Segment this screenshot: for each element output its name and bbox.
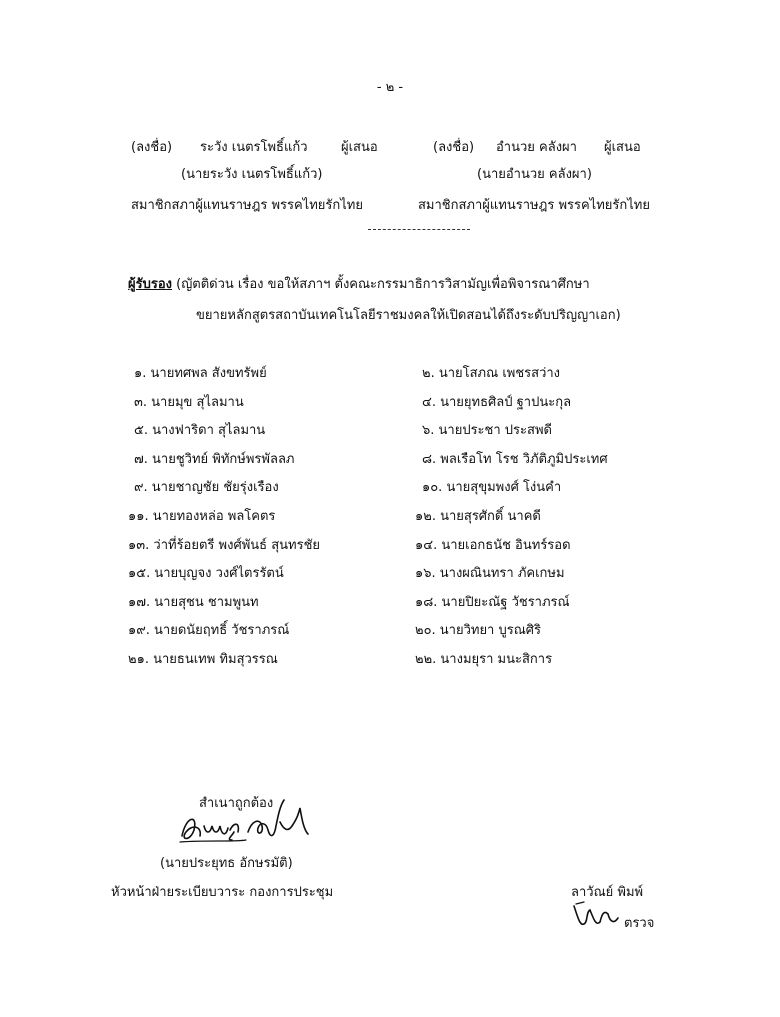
endorser-name: ๖. นายประชา ประสพดี	[422, 423, 552, 438]
endorser-name: ๑๗. นายสุชน ชามพูนท	[128, 595, 259, 610]
endorsers-subject-line2: ขยายหลักสูตรสถาบันเทคโนโลยีราชมงคลให้เปิดสอนได้ถึงระดับปริญญาเอก)	[196, 308, 621, 323]
endorser-name: ๗. นายชูวิทย์ พิทักษ์พรพัลลภ	[134, 452, 295, 467]
right-sign-prefix: (ลงชื่อ)	[433, 140, 475, 155]
endorsers-label: ผู้รับรอง	[128, 277, 172, 292]
left-position: สมาชิกสภาผู้แทนราษฎร พรรคไทยรักไทย	[131, 198, 363, 213]
right-full-name: (นายอำนวย คลังผา)	[477, 167, 592, 182]
endorser-name: ๑๘. นายปิยะณัฐ วัชราภรณ์	[415, 595, 570, 610]
endorser-name: ๔. นายยุทธศิลป์ ฐาปนะกุล	[422, 395, 572, 410]
certifier-title: หัวหน้าฝ่ายระเบียบวาระ กองการประชุม	[111, 885, 334, 900]
endorser-name: ๘. พลเรือโท โรช วิภัติภูมิประเทศ	[422, 452, 608, 467]
endorser-name: ๑๒. นายสุรศักดิ์ นาคดี	[415, 509, 541, 524]
endorser-name: ๒๒. นางมยุรา มนะสิการ	[415, 652, 553, 667]
checker-initials	[570, 900, 622, 930]
endorsers-heading	[128, 273, 590, 294]
page-number: - ๒ -	[376, 80, 404, 95]
left-sign-name: ระวัง เนตรโพธิ์แก้ว	[200, 140, 308, 155]
endorser-name: ๕. นางฟาริดา สุไลมาน	[134, 423, 266, 438]
typist-label: ลาวัณย์ พิมพ์	[571, 885, 644, 900]
left-full-name: (นายระวัง เนตรโพธิ์แก้ว)	[181, 167, 323, 182]
right-sign-role: ผู้เสนอ	[604, 140, 641, 155]
certifier-name: (นายประยุทธ อักษรมัติ)	[160, 856, 293, 871]
endorser-name: ๑๕. นายบุญจง วงศ์ไตรรัตน์	[128, 566, 284, 581]
endorser-name: ๑๓. ว่าที่ร้อยตรี พงศ์พันธ์ สุนทรชัย	[128, 538, 321, 553]
left-sign-role: ผู้เสนอ	[341, 140, 378, 155]
endorser-name: ๑๖. นางผณินทรา ภัคเกษม	[415, 566, 565, 581]
endorsers-subject-line1: (ญัตติด่วน เรื่อง ขอให้สภาฯ ตั้งคณะกรรมาธิการวิสามัญเพื่อพิจารณาศึกษา	[176, 277, 590, 292]
handwritten-signature	[176, 796, 316, 852]
endorser-name: ๑๔. นายเอกธนัช อินทร์รอด	[415, 538, 571, 553]
section-divider	[368, 229, 470, 230]
endorser-name: ๒๑. นายธนเทพ ทิมสุวรรณ	[128, 652, 278, 667]
certified-copy-label: สำเนาถูกต้อง	[199, 796, 274, 811]
endorser-name: ๓. นายมุข สุไลมาน	[134, 395, 244, 410]
checker-label: ตรวจ	[624, 916, 655, 931]
endorser-name: ๑. นายทศพล สังขทรัพย์	[134, 366, 267, 381]
endorser-name: ๑๐. นายสุขุมพงศ์ โง่นคำ	[422, 480, 562, 495]
endorser-name: ๒. นายโสภณ เพชรสว่าง	[422, 366, 561, 381]
right-position: สมาชิกสภาผู้แทนราษฎร พรรคไทยรักไทย	[418, 198, 650, 213]
right-sign-name: อำนวย คลังผา	[496, 140, 577, 155]
endorser-name: ๑๙. นายดนัยฤทธิ์ วัชราภรณ์	[128, 623, 290, 638]
left-sign-prefix: (ลงชื่อ)	[131, 140, 173, 155]
endorser-name: ๙. นายชาญชัย ชัยรุ่งเรือง	[134, 480, 279, 495]
endorser-name: ๑๑. นายทองหล่อ พลโคตร	[128, 509, 276, 524]
endorser-name: ๒๐. นายวิทยา บูรณศิริ	[415, 623, 542, 638]
